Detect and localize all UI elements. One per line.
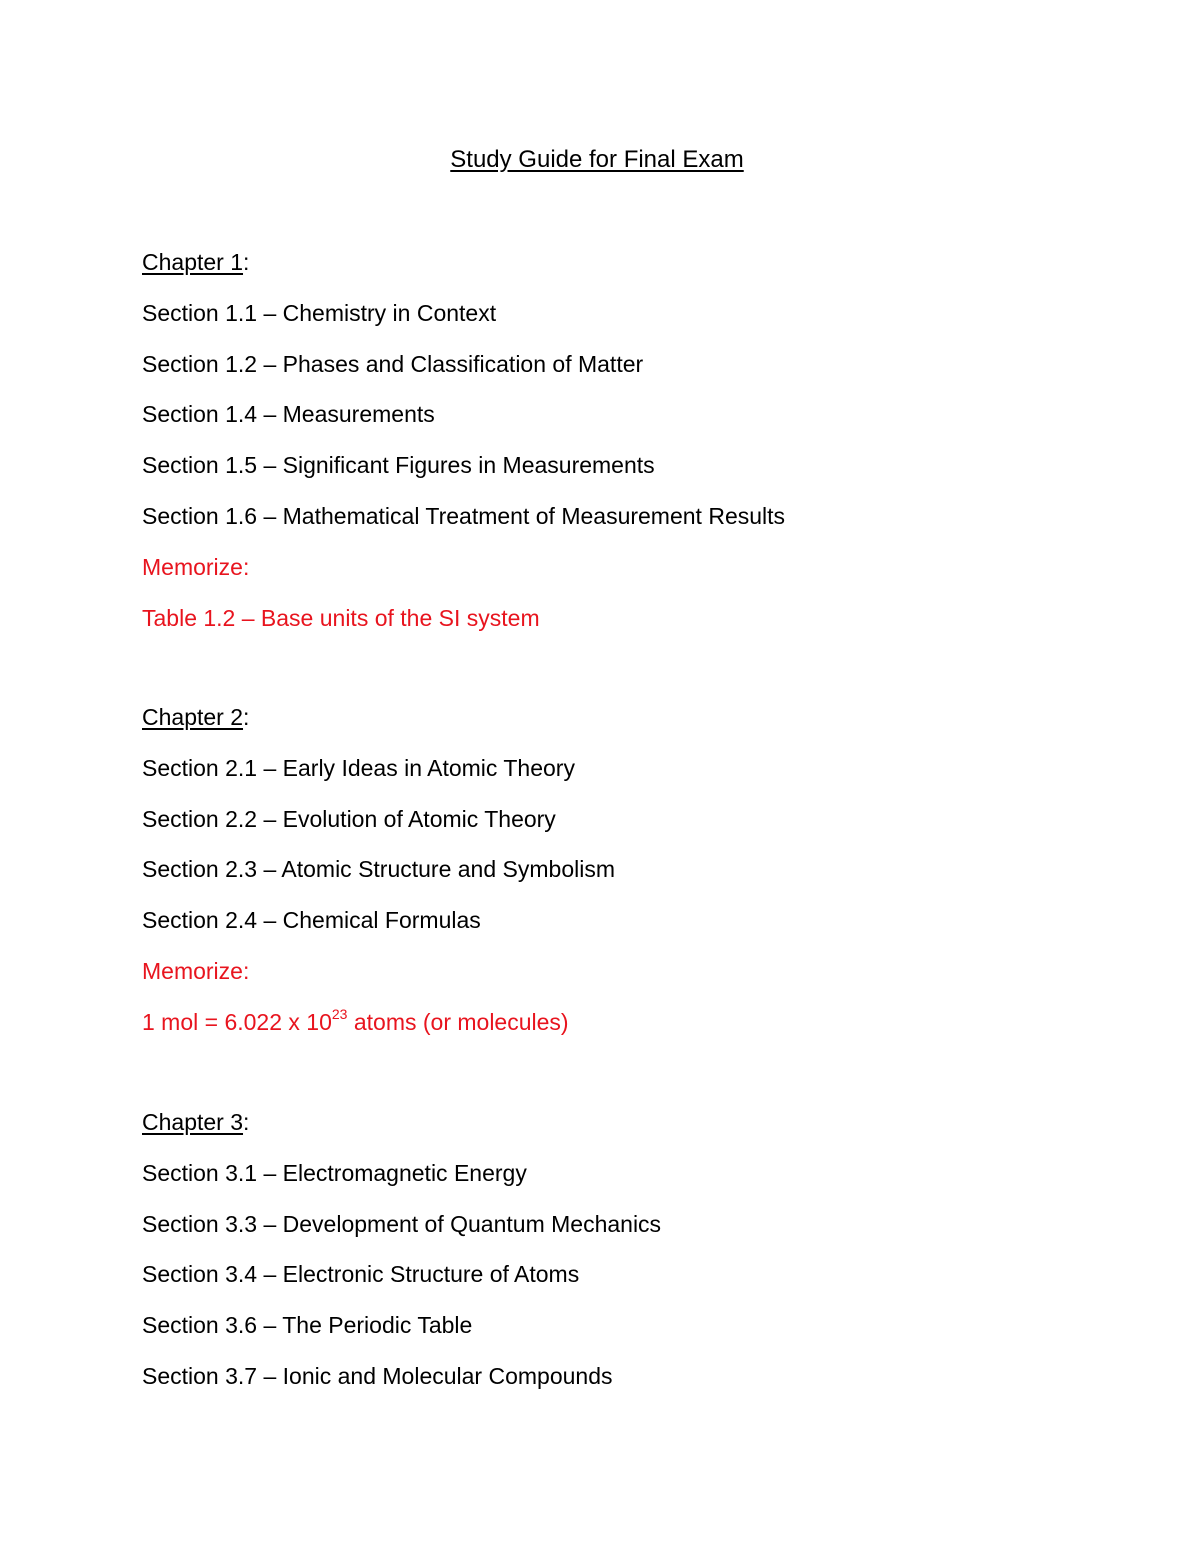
section-item: Section 3.7 – Ionic and Molecular Compounds [142, 1362, 613, 1389]
chapter-3-block [142, 1106, 1142, 1411]
section-item: Section 1.1 – Chemistry in Context [142, 299, 497, 326]
section-item: Section 2.4 – Chemical Formulas [142, 907, 481, 934]
section-item: Section 3.4 – Electronic Structure of Atoms [142, 1261, 580, 1288]
section-item: Section 2.1 – Early Ideas in Atomic Theory [142, 754, 575, 781]
memorize-label: Memorize: [142, 553, 250, 580]
section-item: Section 1.4 – Measurements [142, 401, 435, 428]
formula-prefix: 1 mol = 6.022 x 10 [142, 1008, 332, 1035]
section-item: Section 1.2 – Phases and Classification of Matter [142, 350, 644, 377]
formula-suffix: atoms (or molecules) [347, 1008, 569, 1035]
chapter-1-block [142, 246, 1142, 652]
section-item: Section 2.2 – Evolution of Atomic Theory [142, 805, 556, 832]
memorize-label: Memorize: [142, 957, 250, 984]
section-item: Section 3.6 – The Periodic Table [142, 1312, 473, 1339]
section-item: Section 1.5 – Significant Figures in Measurements [142, 452, 655, 479]
chapter-2-block [142, 701, 1142, 1057]
memorize-item: Table 1.2 – Base units of the SI system [142, 604, 540, 631]
section-item: Section 3.1 – Electromagnetic Energy [142, 1159, 527, 1186]
section-item: Section 1.6 – Mathematical Treatment of Measurement Results [142, 502, 786, 529]
chapter-1-heading: Chapter 1: [142, 249, 250, 275]
memorize-formula [142, 1006, 1142, 1057]
formula-exponent: 23 [331, 1006, 348, 1023]
section-item: Section 2.3 – Atomic Structure and Symbolism [142, 856, 615, 883]
document-title: Study Guide for Final Exam [450, 146, 744, 173]
chapter-3-heading: Chapter 3: [142, 1109, 250, 1135]
section-item: Section 3.3 – Development of Quantum Mechanics [142, 1210, 662, 1237]
chapter-2-heading: Chapter 2: [142, 704, 250, 730]
